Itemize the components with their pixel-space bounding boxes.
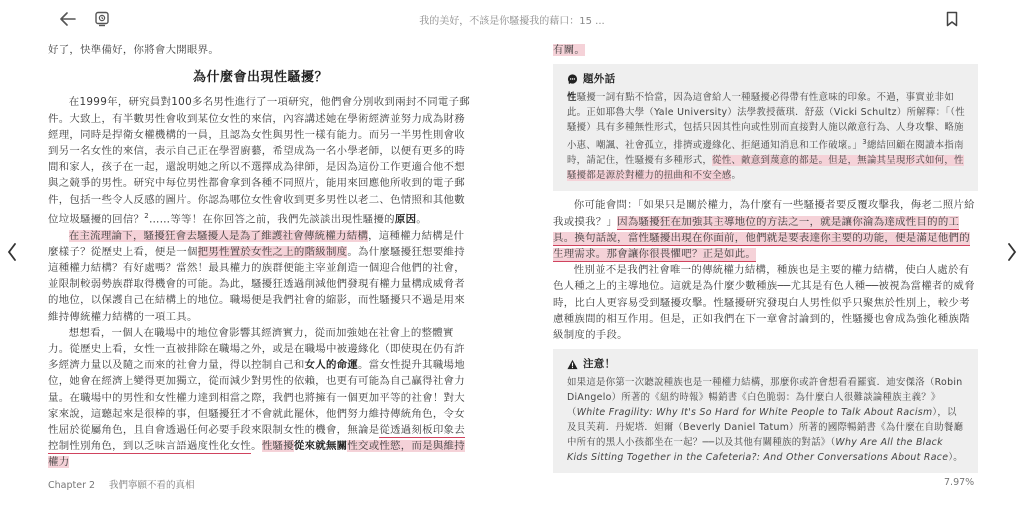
highlight[interactable]: 從性、敵意到蔑意的都是。但是，無論其呈現形式如何，性騷擾都是源於對權力的扭曲和不安全感 bbox=[567, 155, 964, 182]
highlight[interactable]: 在主流理論下，騷擾狂會去騷擾人是為了維護社會傳統權力結構 bbox=[68, 229, 369, 242]
paragraph: 想想看，一個人在職場中的地位會影響其經濟實力，從而加強她在社會上的整體實力。從歷史上看，女性一直被排除在職場之外，或是在職場中被邊緣化（即使現在仍有許多經濟力量以及隨之而來的社會力量，得以控制自己和女人的命運。當女性提升其職場地位，她會在經濟上變得更加獨立，從而減少對男性的依賴，也更有可能為自己贏得社會力量。在職場中的男性和女性權力達到相當之際，我們也將擁有一個更加平等的社會！對大家來說，這聽起來是很棒的事，但騷擾狂才不會就此罷休，他們努力維持傳統角色，令女性屈於從屬角色，且自會透過任何必要手段來限制女性的機會，無論是從透過刻板印象去控制性別角色，到以乏味言語過度性化女性。性騷擾從來就無關性交或性慾，而是與維持權力 bbox=[48, 326, 465, 469]
section-heading: 為什麼會出現性騷擾？ bbox=[192, 70, 328, 86]
aside-box bbox=[553, 64, 978, 191]
underline-annotation[interactable]: 從透過刻板印象去控制性別角色，到以乏味言語過度性化女性 bbox=[48, 423, 465, 453]
reading-progress: 7.97% bbox=[944, 477, 975, 488]
note-body: 如果這是你第一次聽說種族也是一種權力結構，那麼你或許會想看看羅賓．迪安傑洛（Robin DiAngelo）所著的《紐約時報》暢銷書《白色脆弱：為什麼白人很難談論種族主義？》（White Fragility: Why It's So Hard for White People to Talk About Racism），以及貝芙莉．丹妮塔．妲爾（Beverly Daniel Tatum）所著的國際暢銷書《為什麼在自助餐廳中所有的黑人小孩都坐在一起？──以及其他有關種族的對話》（Why Are All the Black Kids Sitting Together in the Cafeteria?: And Other Conversations About Race）。 bbox=[567, 377, 964, 464]
paragraph: 在1999年，研究員對100多名男性進行了一項研究，他們會分別收到兩封不同電子郵件。大致上，有半數男性會收到某位女性的來信，內容講述她在學術經濟並努力成為財務經理，同時是捍衛女權機構的一員，且認為女性與男性一樣有能力。而另一半男性則會收到另一名女性的來信，表示自己正在學習廚藝，希望成為一名小學老師，以便有更多的時間和家人，孩子在一起，還說明她之所以不選擇成為律師，是因為這份工作更適合他不想與之競爭的男性。研究中每位男性都會拿到各種不同照片，能用來回應他所收到的電子郵件，包括一些令人反感的圖片。你認為哪位女性會收到更多男性以老二、色情照和其他數位垃圾騷擾的回信？$^2$……等等！在你回答之前，我們先談談出現性騷擾的原因。 bbox=[48, 96, 470, 226]
highlight[interactable]: 性交或性慾，而是與維持權力 bbox=[48, 440, 465, 469]
right-page bbox=[553, 42, 978, 479]
chapter-title: 我們寧願不看的真相 bbox=[109, 480, 195, 491]
paragraph bbox=[553, 42, 978, 58]
bookmark-icon[interactable] bbox=[941, 8, 963, 30]
warning-icon bbox=[567, 359, 578, 370]
aside-body: 性騷擾一詞有點不恰當，因為這會給人一種騷擾必得帶有性意味的印象。不過，事實並非如此。正如耶魯大學（Yale University）法學教授薇琪．舒茲（Vicki Schultz）所解釋：「（性騷擾）具有多種無性形式，包括只因其性向或性別而直接對人施以敵意行為、人身攻擊、略施小惠、嘲諷、社會孤立，排擠或邊緣化、拒絕通知消息和工作破壞。」$^3$總結回顧在閱讀本指南時，請記住，性騷擾有多種形式，從性、敵意到蔑意的都是。但是，無論其呈現形式如何，性騷擾都是源於對權力的扭曲和不安全感。 bbox=[567, 92, 965, 182]
highlight[interactable]: 把男性置於女性之上的階級制度 bbox=[197, 245, 348, 258]
chapter-footer bbox=[48, 477, 195, 491]
paragraph: 你可能會問：「如果只是關於權力，為什麼有一些騷擾者要反覆攻擊我，侮老二照片給我或摸我？」因為騷擾狂在加強其主導地位的方法之一，就是讓你淪為達成性目的的工具。換句話說，當性騷擾出現在你面前，他們就是要表達你主要的功能，便是滿足他們的生理需求。那會讓你很畏懼吧？正是如此。 bbox=[553, 199, 975, 260]
chat-bubble-icon bbox=[567, 74, 578, 85]
note-box bbox=[553, 349, 978, 473]
footnote-ref[interactable]: 3 bbox=[862, 138, 867, 147]
underline-annotation[interactable]: 因為騷擾狂在加強其主導地位的方法之一，就是讓你淪為達成性目的的工具。換句話說，當性騷擾出現在你面前，他們就是要表達你主要的功能，便是滿足他們的生理需求。那會讓你很畏懼吧？正是如此。 bbox=[553, 215, 970, 260]
book-title: 我的美好，不該是你騷擾我的藉口：15 ... bbox=[419, 16, 605, 27]
aside-header: 題外話 bbox=[567, 72, 966, 87]
paragraph: 好了，快準備好，你將會大開眼界。 bbox=[48, 44, 220, 56]
paragraph: 性別並不是我們社會唯一的傳統權力結構，種族也是主要的權力結構，使白人處於有色人種之上的主導地位。這就是為什麼少數種族──尤其是有色人種──被視為當權者的威脅時，比白人更容易受到騷擾攻擊。性騷擾研究發現白人男性似乎只聚焦於性別上，較少考慮種族間的相互作用。但是，正如我們在下一章會討論到的，性騷擾也會成為強化種族階級制度的手段。 bbox=[553, 264, 975, 341]
paragraph: 在主流理論下，騷擾狂會去騷擾人是為了維護社會傳統權力結構，這種權力結構是什麼樣子？從歷史上看，便是一個把男性置於女性之上的階級制度。為什麼騷擾狂想要維持這種權力結構？有好處嗎？當然！最具權力的族群便能主宰並創造一個迎合他們的社會，並限制較弱勢族群取得機會的可能。為此，騷擾狂透過削減他們發現有權力量構成威脅者的地位，以保護自己在結構上的地位。職場便是我們社會的縮影，而性騷擾只不過是用來維持傳統權力結構的一項工具。 bbox=[48, 229, 465, 323]
previous-page-chevron-icon[interactable] bbox=[4, 240, 20, 264]
left-page bbox=[48, 42, 473, 471]
footnote-ref[interactable]: 2 bbox=[144, 211, 149, 220]
highlight[interactable]: 性騷擾 bbox=[261, 440, 294, 453]
highlight[interactable]: 有關。 bbox=[553, 44, 586, 56]
note-header: 注意！ bbox=[567, 357, 966, 372]
chapter-number: Chapter 2 bbox=[48, 480, 96, 491]
top-toolbar bbox=[0, 0, 1024, 38]
next-page-chevron-icon[interactable] bbox=[1004, 240, 1020, 264]
